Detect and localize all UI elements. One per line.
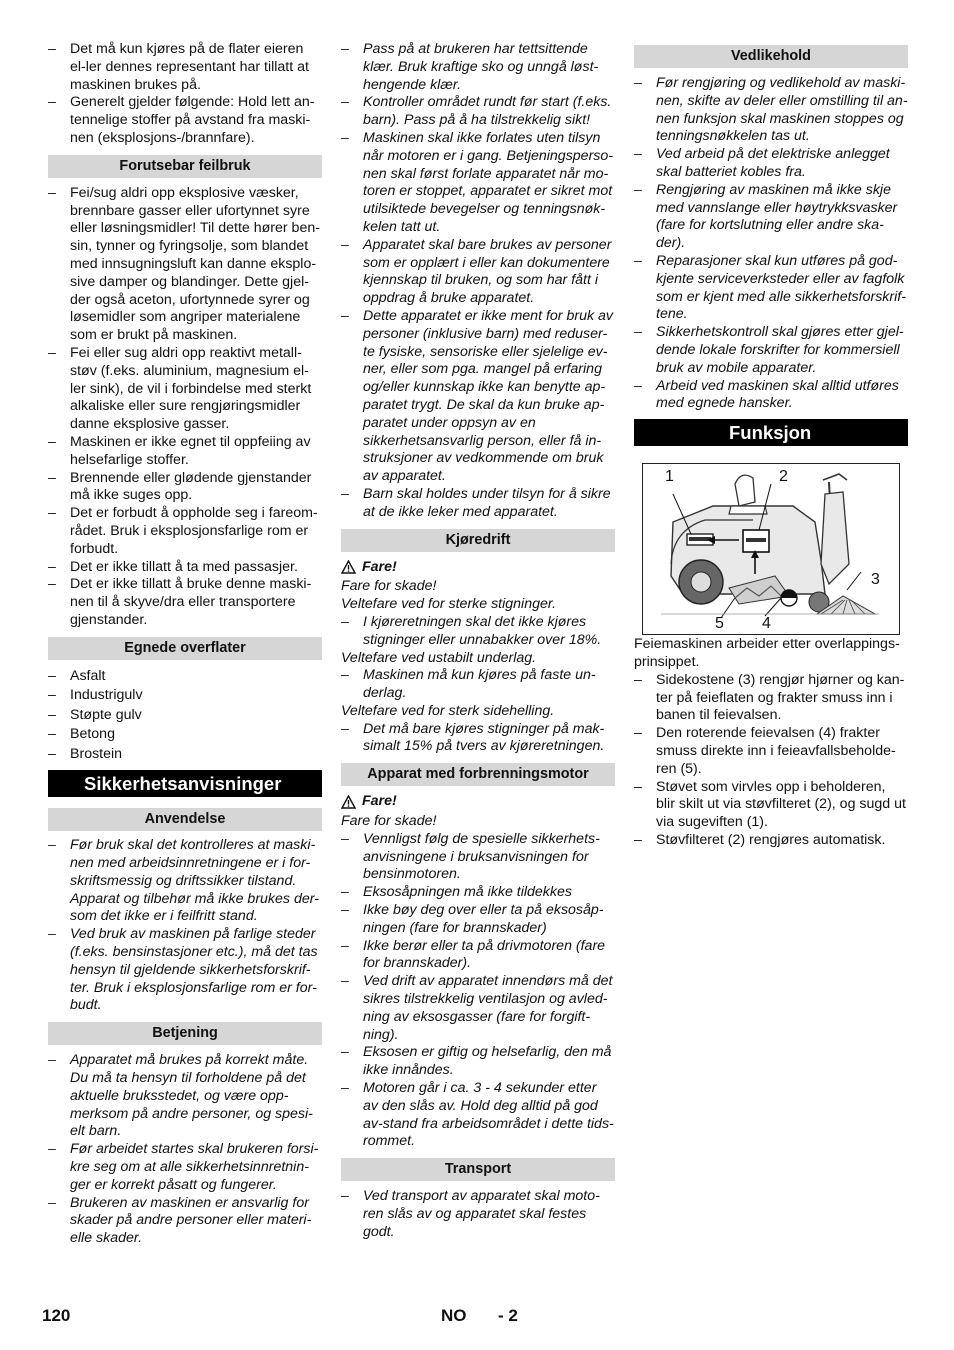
list-item: – Den roterende feievalsen (4) frakter smuss direkte inn i feieavfallsbeholde-ren (5). (634, 725, 908, 778)
callout-2: 2 (779, 468, 788, 486)
funksjon-intro: Feiemaskinen arbeider etter overlappings-prinsippet. (634, 636, 900, 670)
list-item: – Eksosåpningen må ikke tildekkes (341, 884, 615, 902)
list-item: – Maskinen er ikke egnet til oppfeiing av helsefarlige stoffer. (48, 434, 322, 470)
column-middle (341, 40, 615, 1242)
page-number: 120 (42, 1306, 71, 1325)
warning-text: Veltefare ved ustabilt underlag. (341, 649, 537, 666)
list-item: – Generelt gjelder følgende: Hold lett an-tennelige stoffer på avstand fra maski-nen (eksplosjons-/brannfare). (48, 94, 322, 147)
list-item: – Dette apparatet er ikke ment for bruk av personer (inklusive barn) med reduser-te fysiske, sensoriske eller sjelelige ev-ner, eller som pga. mangel på erfaring og/eller kunnskap ikke kan benytte ap-paratet trygt. De skal da kun bruke ap-paratet under oppsyn av en sikkerhetsansvarlig person, eller få in-struksjoner av vedkommende om bruk av apparatet. (341, 308, 615, 486)
warning-line (341, 559, 615, 577)
betjening-continued-list (341, 41, 615, 522)
list-item: – I kjøreretningen skal det ikke kjøres stigninger eller unnabakker over 18%. (341, 614, 615, 650)
warning-text: Veltefare ved for sterk sidehelling. (341, 702, 555, 719)
list-item: – Motoren går i ca. 3 - 4 sekunder etter av den slås av. Hold deg alltid på god av-stand fra arbeidsområdet i dette tids-rommet. (341, 1080, 615, 1151)
list-item: – Brennende eller glødende gjenstander må ikke suges opp. (48, 470, 322, 506)
intro-list (48, 41, 322, 148)
section-heading-anvendelse: Anvendelse (48, 808, 322, 831)
list-item: – Asfalt (48, 667, 322, 687)
kjoredrift-list (341, 721, 615, 757)
section-heading-motor: Apparat med forbrenningsmotor (341, 763, 615, 786)
callout-4: 4 (762, 615, 771, 633)
list-item: – Det må bare kjøres stigninger på mak-simalt 15% på tvers av kjøreretningen. (341, 721, 615, 757)
list-item: – Betong (48, 725, 322, 745)
section-heading-egnede: Egnede overflater (48, 637, 322, 660)
transport-list (341, 1188, 615, 1241)
list-item: – Brukeren av maskinen er ansvarlig for skader på andre personer eller materi-elle skader. (48, 1195, 322, 1248)
list-item: – Ikke berør eller ta på drivmotoren (fare for brannskader). (341, 938, 615, 974)
list-item: – Det er ikke tillatt å bruke denne maski-nen til å skyve/dra eller transportere gjenstander. (48, 576, 322, 629)
callout-1: 1 (665, 468, 674, 486)
list-item: – Maskinen skal ikke forlates uten tilsyn når motoren er i gang. Betjeningsperso-nen skal først forlate apparatet når mo-toren er stoppet, apparatet er sikret mot utilsiktede bevegelser og tenningsnøk-kelen tatt ut. (341, 130, 615, 237)
list-item: – Før bruk skal det kontrolleres at maski-nen med arbeidsinnretningene er i for-skriftsmessig og driftssikker tilstand. Apparat og tilbehør må ikke brukes der-som det ikke er i feilfritt stand. (48, 837, 322, 926)
list-item: – Støpte gulv (48, 706, 322, 726)
list-item: – Ikke bøy deg over eller ta på eksosåp-ningen (fare for brannskader) (341, 902, 615, 938)
list-item: – Maskinen må kun kjøres på faste un-derlag. (341, 667, 615, 703)
anvendelse-list (48, 837, 322, 1015)
section-heading-betjening: Betjening (48, 1022, 322, 1045)
warning-label: Fare! (362, 793, 397, 810)
motor-list (341, 831, 615, 1151)
list-item: – Barn skal holdes under tilsyn for å sikre at de ikke leker med apparatet. (341, 486, 615, 522)
warning-triangle-icon (341, 795, 356, 809)
warning-triangle-icon (341, 560, 356, 574)
callout-3: 3 (871, 571, 880, 589)
list-item: – Kontroller området rundt før start (f.eks. barn). Pass på å ha tilstrekkelig sikt! (341, 94, 615, 130)
warning-text: Fare for skade! (341, 813, 437, 830)
list-item: – Apparatet skal bare brukes av personer som er opplært i eller kan dokumentere kjennskap til bruken, og som har fått i oppdrag å bruke apparatet. (341, 237, 615, 308)
section-heading-funksjon: Funksjon (634, 419, 908, 446)
section-heading-transport: Transport (341, 1158, 615, 1181)
list-item: – Støvfilteret (2) rengjøres automatisk. (634, 832, 908, 850)
warning-text: Veltefare ved for sterke stigninger. (341, 596, 557, 613)
list-item: – Fei/sug aldri opp eksplosive væsker, brennbare gasser eller ufortynnet syre eller løsningsmidler! Til dette hører ben-sin, tynner og fyringsolje, som blandet med innsugningsluft kan danne eksplo-sive damper og blandinger. Dette gjel-der også aceton, ufortynnede syrer og løsemidler som angriper materialene som er brukt på maskinen. (48, 185, 322, 345)
list-item: – Rengjøring av maskinen må ikke skje med vannslange eller høytrykksvasker (fare for kortslutning eller andre ska-der). (634, 182, 908, 253)
list-item: – Før arbeidet startes skal brukeren forsi-kre seg om at alle sikkerhetsinnretnin-ger er korrekt påsatt og fungerer. (48, 1141, 322, 1194)
list-item: – Vennligst følg de spesielle sikkerhets-anvisningene i bruksanvisningen for bensinmotoren. (341, 831, 615, 884)
warning-line (341, 793, 615, 811)
list-item: – Før rengjøring og vedlikehold av maski-nen, skifte av deler eller omstilling til an-nen funksjon skal maskinen stoppes og tenningsnøkkelen tas ut. (634, 75, 908, 146)
section-heading-kjoredrift: Kjøredrift (341, 529, 615, 552)
list-item: – Ved drift av apparatet innendørs må det sikres tilstrekkelig ventilasjon og avled-ning av eksosgasser (fare for forgift-ning). (341, 973, 615, 1044)
list-item: – Pass på at brukeren har tettsittende klær. Bruk kraftige sko og unngå løst-hengende klær. (341, 41, 615, 94)
section-number: - 2 (498, 1306, 518, 1325)
forutsebar-list (48, 185, 322, 630)
list-item: – Ved bruk av maskinen på farlige steder (f.eks. bensinstasjoner etc.), må det tas hensyn til gjeldende sikkerhetsforskrif-ter. Bruk i eksplosjonsfarlige rom er for-budt. (48, 926, 322, 1015)
list-item: – Reparasjoner skal kun utføres på god-kjente serviceverksteder eller av fagfolk som er kjent med alle sikkerhetsforskrif-tene. (634, 253, 908, 324)
list-item: – Apparatet må brukes på korrekt måte. Du må ta hensyn til forholdene på det aktuelle bruksstedet, og være opp-merksom på andre personer, og spesi-elt barn. (48, 1052, 322, 1141)
list-item: – Det er forbudt å oppholde seg i fareom-rådet. Bruk i eksplosjonsfarlige rom er forbudt. (48, 505, 322, 558)
language-code: NO (441, 1306, 467, 1325)
sweeper-diagram (642, 463, 900, 635)
column-right (634, 40, 908, 850)
list-item: – Fei eller sug aldri opp reaktivt metall-støv (f.eks. aluminium, magnesium el-ler sink), de vil i forbindelse med sterkt alkaliske eller sure rengjøringsmidler danne eksplosive gasser. (48, 345, 322, 434)
list-item: – Industrigulv (48, 686, 322, 706)
kjoredrift-list (341, 614, 615, 650)
sweeper-illustration (643, 464, 899, 634)
section-heading-forutsebar: Forutsebar feilbruk (48, 155, 322, 178)
list-item: – Ved arbeid på det elektriske anlegget skal batteriet kobles fra. (634, 146, 908, 182)
list-item: – Sidekostene (3) rengjør hjørner og kan-ter på feieflaten og frakter smuss inn i banen til feievalsen. (634, 672, 908, 725)
list-item: – Brostein (48, 745, 322, 765)
list-item: – Arbeid ved maskinen skal alltid utføres med egnede hansker. (634, 378, 908, 414)
section-heading-sikkerhet: Sikkerhetsanvisninger (48, 770, 322, 797)
list-item: – Ved transport av apparatet skal moto-ren slås av og apparatet skal festes godt. (341, 1188, 615, 1241)
betjening-list (48, 1052, 322, 1248)
egnede-list (48, 667, 322, 765)
funksjon-list (634, 672, 908, 850)
list-item: – Det er ikke tillatt å ta med passasjer. (48, 559, 322, 577)
list-item: – Eksosen er giftig og helsefarlig, den må ikke innåndes. (341, 1044, 615, 1080)
warning-text: Fare for skade! (341, 578, 437, 595)
list-item: – Støvet som virvles opp i beholderen, blir skilt ut via støvfilteret (2), og sugd ut via sugeviften (1). (634, 779, 908, 832)
section-heading-vedlikehold: Vedlikehold (634, 45, 908, 68)
vedlikehold-list (634, 75, 908, 413)
list-item: – Sikkerhetskontroll skal gjøres etter gjel-dende lokale forskrifter for kommersiell bruk av mobile apparater. (634, 324, 908, 377)
warning-label: Fare! (362, 558, 397, 575)
column-left (48, 40, 322, 1248)
list-item: – Det må kun kjøres på de flater eieren el-ler dennes representant har tillatt at maskinen brukes på. (48, 41, 322, 94)
callout-5: 5 (715, 615, 724, 633)
kjoredrift-list (341, 667, 615, 703)
